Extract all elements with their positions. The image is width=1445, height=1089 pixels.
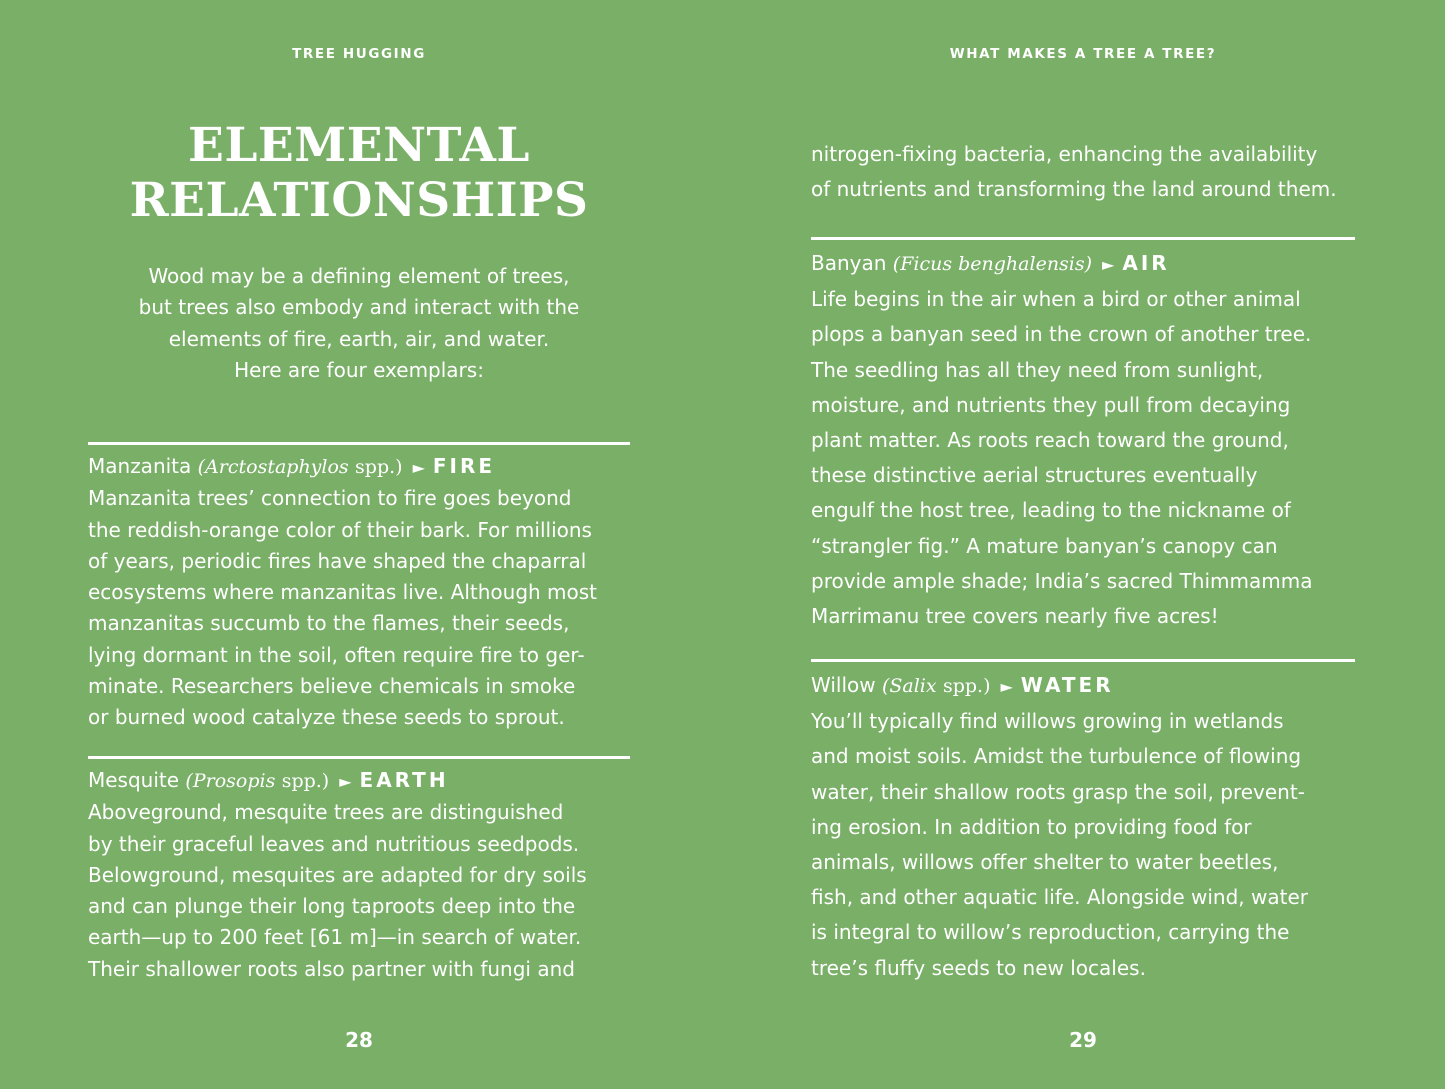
entry-heading	[88, 451, 630, 483]
body-line: “strangler fig.” A mature banyan’s canopy can	[811, 533, 1278, 558]
species-abbrev: spp.)	[355, 456, 403, 478]
page-title	[88, 118, 630, 228]
body-line: engulf the host tree, leading to the nickname of	[811, 498, 1291, 523]
latin-name: (Prosopis	[185, 770, 276, 792]
body-line: plant matter. As roots reach toward the ground,	[811, 428, 1289, 453]
body-line: The seedling has all they need from sunlight,	[811, 357, 1264, 382]
divider	[811, 659, 1355, 662]
element-label: WATER	[1020, 673, 1114, 697]
entry-mesquite	[88, 756, 630, 985]
title-line: ELEMENTAL	[188, 118, 530, 173]
entry-banyan	[811, 237, 1355, 634]
body-line: plops a banyan seed in the crown of another tree.	[811, 322, 1312, 347]
species-abbrev: spp.)	[942, 675, 991, 697]
element-label: FIRE	[432, 454, 496, 478]
entry-manzanita	[88, 442, 630, 734]
body-line: Their shallower roots also partner with fungi and	[88, 956, 575, 981]
entry-heading	[88, 765, 630, 797]
body-line: earth—up to 200 feet [61 m]—in search of water.	[88, 925, 582, 950]
element-label: EARTH	[359, 768, 449, 792]
species-abbrev: spp.)	[281, 770, 330, 792]
divider	[88, 756, 630, 759]
body-line: Life begins in the air when a bird or other animal	[811, 287, 1301, 312]
body-line: or burned wood catalyze these seeds to sprout.	[88, 705, 565, 730]
intro-line: but trees also embody and interact with the	[138, 295, 580, 320]
body-line: of nutrients and transforming the land around them.	[811, 177, 1337, 202]
intro-line: elements of fire, earth, air, and water.	[168, 326, 550, 351]
body-line: manzanitas succumb to the flames, their seeds,	[88, 611, 570, 636]
body-line: and moist soils. Amidst the turbulence of flowing	[811, 744, 1302, 769]
running-head: TREE HUGGING	[292, 46, 426, 62]
body-line: You’ll typically find willows growing in wetlands	[811, 709, 1284, 734]
continued-paragraph	[811, 137, 1355, 207]
right-page	[722, 0, 1445, 1089]
title-line: RELATIONSHIPS	[129, 173, 589, 228]
page-number: 28	[345, 1028, 373, 1052]
body-line: the reddish-orange color of their bark. For millions	[88, 517, 592, 542]
common-name: Mesquite	[88, 768, 180, 792]
latin-name: (Salix	[881, 675, 937, 697]
body-line: animals, willows offer shelter to water beetles,	[811, 850, 1279, 875]
body-line: nitrogen-fixing bacteria, enhancing the availability	[811, 142, 1318, 166]
body-line: and can plunge their long taproots deep into the	[88, 894, 576, 919]
body-line: provide ample shade; India’s sacred Thimmamma	[811, 568, 1313, 593]
element-label: AIR	[1122, 251, 1170, 275]
arrow-right-icon: ►	[1102, 255, 1115, 274]
body-line: moisture, and nutrients they pull from decaying	[811, 392, 1291, 417]
body-line: lying dormant in the soil, often require fire to ger-	[88, 642, 585, 667]
body-line: ecosystems where manzanitas live. Although most	[88, 580, 598, 605]
running-head: WHAT MAKES A TREE A TREE?	[949, 46, 1217, 62]
latin-name: (Arctostaphylos	[197, 456, 349, 478]
body-line: minate. Researchers believe chemicals in smoke	[88, 674, 576, 699]
body-line: of years, periodic fires have shaped the chaparral	[88, 548, 587, 573]
page-number: 29	[1069, 1028, 1097, 1052]
arrow-right-icon: ►	[1000, 677, 1013, 696]
entry-heading	[811, 668, 1355, 704]
arrow-right-icon: ►	[412, 458, 425, 477]
body-line: water, their shallow roots grasp the soil, prevent-	[811, 779, 1305, 804]
left-page	[0, 0, 722, 1089]
intro-line: Here are four exemplars:	[234, 357, 484, 382]
arrow-right-icon: ►	[339, 772, 352, 791]
body-line: tree’s fluffy seeds to new locales.	[811, 955, 1146, 980]
body-line: fish, and other aquatic life. Alongside wind, water	[811, 885, 1309, 910]
common-name: Manzanita	[88, 454, 192, 478]
entry-heading	[811, 246, 1355, 282]
body-line: ing erosion. In addition to providing food for	[811, 814, 1252, 839]
body-line: Manzanita trees’ connection to fire goes beyond	[88, 486, 572, 511]
divider	[811, 237, 1355, 240]
body-line: Belowground, mesquites are adapted for dry soils	[88, 862, 587, 887]
intro-paragraph	[88, 261, 630, 386]
body-line: is integral to willow’s reproduction, carrying the	[811, 920, 1290, 945]
common-name: Willow	[811, 673, 876, 697]
body-line: Marrimanu tree covers nearly five acres!	[811, 604, 1219, 629]
body-line: Aboveground, mesquite trees are distinguished	[88, 800, 564, 825]
intro-line: Wood may be a defining element of trees,	[148, 264, 570, 288]
common-name: Banyan	[811, 251, 887, 275]
body-line: these distinctive aerial structures eventually	[811, 463, 1258, 488]
body-line: by their graceful leaves and nutritious seedpods.	[88, 831, 580, 856]
entry-willow	[811, 659, 1355, 986]
divider	[88, 442, 630, 445]
latin-name: (Ficus benghalensis)	[892, 253, 1093, 275]
